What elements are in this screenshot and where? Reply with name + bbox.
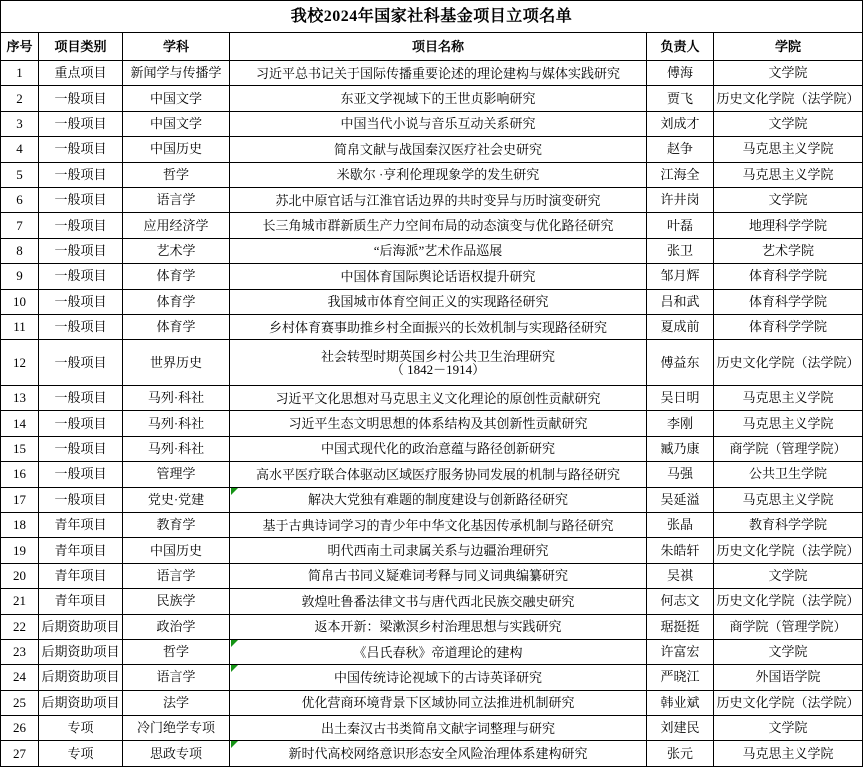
cell-leader: 刘建民	[647, 716, 714, 741]
cell-category: 重点项目	[39, 61, 123, 86]
cell-college: 商学院（管理学院）	[714, 614, 863, 639]
table-row	[1, 386, 863, 411]
title-row	[1, 1, 863, 33]
table-row	[1, 111, 863, 136]
cell-category: 后期资助项目	[39, 639, 123, 664]
table-row	[1, 462, 863, 487]
cell-category: 一般项目	[39, 411, 123, 436]
cell-row-number: 27	[1, 741, 39, 767]
cell-category: 一般项目	[39, 289, 123, 314]
cell-row-number: 6	[1, 187, 39, 212]
cell-category: 专项	[39, 716, 123, 741]
table-row	[1, 614, 863, 639]
project-title-text: 简帛古书同义疑难词考释与同义词典编纂研究	[307, 568, 568, 584]
cell-leader: 许富宏	[647, 639, 714, 664]
cell-discipline: 马列·科社	[123, 411, 230, 436]
table-row	[1, 86, 863, 111]
table-row	[1, 187, 863, 212]
table-row	[1, 264, 863, 289]
cell-leader: 朱皓轩	[647, 538, 714, 563]
cell-project-title	[230, 487, 647, 512]
cell-project-title	[230, 690, 647, 715]
cell-category: 一般项目	[39, 340, 123, 386]
cell-leader: 江海全	[647, 162, 714, 187]
cell-project-title	[230, 589, 647, 614]
table-row	[1, 487, 863, 512]
cell-category: 一般项目	[39, 487, 123, 512]
cell-project-title	[230, 86, 647, 111]
cell-row-number: 10	[1, 289, 39, 314]
cell-row-number: 23	[1, 639, 39, 664]
cell-row-number: 17	[1, 487, 39, 512]
cell-project-title	[230, 436, 647, 461]
cell-project-title	[230, 639, 647, 664]
cell-leader: 邹月辉	[647, 264, 714, 289]
cell-discipline: 马列·科社	[123, 436, 230, 461]
cell-college: 公共卫生学院	[714, 462, 863, 487]
cell-project-title	[230, 238, 647, 263]
cell-category: 一般项目	[39, 162, 123, 187]
cell-leader: 吴日明	[647, 386, 714, 411]
project-title-text: 新时代高校网络意识形态安全风险治理体系建构研究	[288, 746, 588, 762]
project-title-text: 《吕氏春秋》帝道理论的建构	[353, 644, 523, 660]
project-title-text: 习近平生态文明思想的体系结构及其创新性贡献研究	[288, 416, 588, 432]
table-row	[1, 162, 863, 187]
table-row	[1, 639, 863, 664]
table-row	[1, 213, 863, 238]
cell-category: 一般项目	[39, 187, 123, 212]
cell-category: 后期资助项目	[39, 665, 123, 690]
cell-project-title	[230, 213, 647, 238]
cell-leader: 马强	[647, 462, 714, 487]
header-no: 序号	[1, 33, 39, 61]
cell-category: 青年项目	[39, 563, 123, 588]
project-title-text: 社会转型时期英国乡村公共卫生治理研究	[320, 348, 555, 364]
cell-leader: 夏成前	[647, 314, 714, 339]
project-title-text: 中国传统诗论视域下的古诗英译研究	[333, 669, 542, 685]
table-row	[1, 436, 863, 461]
cell-college: 马克思主义学院	[714, 386, 863, 411]
cell-college: 文学院	[714, 563, 863, 588]
cell-discipline: 世界历史	[123, 340, 230, 386]
cell-discipline: 体育学	[123, 314, 230, 339]
cell-college: 地理科学学院	[714, 213, 863, 238]
cell-project-title	[230, 289, 647, 314]
table-row	[1, 538, 863, 563]
cell-leader: 琚挺挺	[647, 614, 714, 639]
cell-leader: 张元	[647, 741, 714, 767]
cell-category: 一般项目	[39, 264, 123, 289]
cell-college: 文学院	[714, 716, 863, 741]
cell-row-number: 16	[1, 462, 39, 487]
cell-college: 外国语学院	[714, 665, 863, 690]
cell-discipline: 政治学	[123, 614, 230, 639]
header-discipline: 学科	[123, 33, 230, 61]
cell-project-title	[230, 716, 647, 741]
cell-discipline: 思政专项	[123, 741, 230, 767]
cell-project-title	[230, 386, 647, 411]
table-row	[1, 563, 863, 588]
table-row	[1, 665, 863, 690]
cell-leader: 臧乃康	[647, 436, 714, 461]
cell-leader: 张晶	[647, 512, 714, 537]
header-row	[1, 33, 863, 61]
cell-discipline: 中国历史	[123, 538, 230, 563]
table-row	[1, 314, 863, 339]
cell-college: 马克思主义学院	[714, 162, 863, 187]
cell-project-title	[230, 137, 647, 162]
project-title-text: 习近平文化思想对马克思主义文化理论的原创性贡献研究	[275, 390, 601, 406]
cell-discipline: 语言学	[123, 665, 230, 690]
cell-leader: 傅海	[647, 61, 714, 86]
page-title: 我校2024年国家社科基金项目立项名单	[1, 1, 863, 33]
cell-project-title	[230, 111, 647, 136]
cell-row-number: 8	[1, 238, 39, 263]
cell-project-title	[230, 340, 647, 386]
table-body	[1, 1, 863, 767]
header-college: 学院	[714, 33, 863, 61]
table-row	[1, 512, 863, 537]
cell-discipline: 哲学	[123, 639, 230, 664]
project-title-text: 中国式现代化的政治意蕴与路径创新研究	[320, 441, 555, 457]
cell-category: 一般项目	[39, 386, 123, 411]
cell-row-number: 11	[1, 314, 39, 339]
table-row	[1, 716, 863, 741]
cell-row-number: 14	[1, 411, 39, 436]
project-title-text: 解决大党独有难题的制度建设与创新路径研究	[307, 492, 568, 508]
table-row	[1, 238, 863, 263]
cell-project-title	[230, 512, 647, 537]
project-title-text: 苏北中原官话与江淮官话边界的共时变异与历时演变研究	[275, 192, 601, 208]
cell-category: 后期资助项目	[39, 690, 123, 715]
cell-row-number: 1	[1, 61, 39, 86]
cell-discipline: 马列·科社	[123, 386, 230, 411]
cell-leader: 许井岗	[647, 187, 714, 212]
project-title-text: 乡村体育赛事助推乡村全面振兴的长效机制与实现路径研究	[268, 319, 607, 335]
cell-category: 青年项目	[39, 538, 123, 563]
project-title-text: 简帛文献与战国秦汉医疗社会史研究	[333, 141, 542, 157]
cell-leader: 贾飞	[647, 86, 714, 111]
cell-college: 艺术学院	[714, 238, 863, 263]
cell-row-number: 7	[1, 213, 39, 238]
cell-leader: 叶磊	[647, 213, 714, 238]
cell-leader: 吴祺	[647, 563, 714, 588]
project-title-text: 长三角城市群新质生产力空间布局的动态演变与优化路径研究	[262, 218, 614, 234]
table-row	[1, 589, 863, 614]
project-title-text: 习近平总书记关于国际传播重要论述的理论建构与媒体实践研究	[255, 65, 620, 81]
cell-row-number: 9	[1, 264, 39, 289]
cell-row-number: 4	[1, 137, 39, 162]
cell-college: 文学院	[714, 111, 863, 136]
header-category: 项目类别	[39, 33, 123, 61]
cell-category: 一般项目	[39, 213, 123, 238]
cell-row-number: 26	[1, 716, 39, 741]
cell-project-title	[230, 538, 647, 563]
cell-college: 体育科学学院	[714, 289, 863, 314]
cell-category: 一般项目	[39, 86, 123, 111]
cell-leader: 韩业斌	[647, 690, 714, 715]
cell-row-number: 20	[1, 563, 39, 588]
cell-category: 一般项目	[39, 314, 123, 339]
project-title-text: 基于古典诗词学习的青少年中华文化基因传承机制与路径研究	[262, 517, 614, 533]
cell-college: 文学院	[714, 61, 863, 86]
cell-college: 文学院	[714, 639, 863, 664]
comment-marker-icon	[231, 640, 238, 647]
cell-discipline: 艺术学	[123, 238, 230, 263]
table-row	[1, 741, 863, 767]
cell-college: 历史文化学院（法学院）	[714, 589, 863, 614]
cell-project-title	[230, 61, 647, 86]
project-title-text: 返本开新：梁漱溟乡村治理思想与实践研究	[314, 619, 562, 635]
table-row	[1, 411, 863, 436]
cell-college: 历史文化学院（法学院）	[714, 86, 863, 111]
cell-leader: 李刚	[647, 411, 714, 436]
cell-leader: 严晓江	[647, 665, 714, 690]
cell-project-title	[230, 314, 647, 339]
cell-category: 青年项目	[39, 589, 123, 614]
cell-leader: 吴延溢	[647, 487, 714, 512]
cell-project-title	[230, 411, 647, 436]
cell-discipline: 党史·党建	[123, 487, 230, 512]
table-row	[1, 61, 863, 86]
project-title-text: 中国体育国际舆论话语权提升研究	[340, 268, 536, 284]
cell-row-number: 3	[1, 111, 39, 136]
cell-project-title	[230, 665, 647, 690]
cell-college: 历史文化学院（法学院）	[714, 690, 863, 715]
cell-college: 历史文化学院（法学院）	[714, 538, 863, 563]
project-title-text: 敦煌吐鲁番法律文书与唐代西北民族交融史研究	[301, 593, 575, 609]
cell-college: 马克思主义学院	[714, 741, 863, 767]
cell-discipline: 语言学	[123, 563, 230, 588]
cell-category: 专项	[39, 741, 123, 767]
table-row	[1, 137, 863, 162]
cell-discipline: 中国文学	[123, 86, 230, 111]
cell-discipline: 应用经济学	[123, 213, 230, 238]
project-title-text: 出土秦汉古书类简帛文献字词整理与研究	[320, 720, 555, 736]
cell-college: 马克思主义学院	[714, 411, 863, 436]
header-title: 项目名称	[230, 33, 647, 61]
table-row	[1, 289, 863, 314]
cell-row-number: 12	[1, 340, 39, 386]
cell-row-number: 15	[1, 436, 39, 461]
cell-category: 后期资助项目	[39, 614, 123, 639]
cell-leader: 傅益东	[647, 340, 714, 386]
cell-college: 教育科学学院	[714, 512, 863, 537]
cell-discipline: 法学	[123, 690, 230, 715]
cell-project-title	[230, 462, 647, 487]
project-title-text: “后海派”艺术作品巡展	[373, 243, 503, 259]
cell-college: 历史文化学院（法学院）	[714, 340, 863, 386]
cell-project-title	[230, 187, 647, 212]
header-leader: 负责人	[647, 33, 714, 61]
cell-college: 商学院（管理学院）	[714, 436, 863, 461]
cell-row-number: 24	[1, 665, 39, 690]
cell-category: 一般项目	[39, 436, 123, 461]
cell-discipline: 中国文学	[123, 111, 230, 136]
cell-discipline: 语言学	[123, 187, 230, 212]
cell-category: 一般项目	[39, 238, 123, 263]
cell-category: 青年项目	[39, 512, 123, 537]
cell-discipline: 哲学	[123, 162, 230, 187]
comment-marker-icon	[231, 741, 238, 748]
cell-project-title	[230, 162, 647, 187]
cell-discipline: 民族学	[123, 589, 230, 614]
project-title-text: 高水平医疗联合体驱动区域医疗服务协同发展的机制与路径研究	[255, 466, 620, 482]
cell-row-number: 18	[1, 512, 39, 537]
cell-project-title	[230, 614, 647, 639]
table-row	[1, 690, 863, 715]
project-title-text: 明代西南土司隶属关系与边疆治理研究	[327, 543, 549, 559]
cell-row-number: 19	[1, 538, 39, 563]
cell-college: 马克思主义学院	[714, 137, 863, 162]
cell-discipline: 教育学	[123, 512, 230, 537]
cell-discipline: 体育学	[123, 264, 230, 289]
table-row	[1, 340, 863, 386]
cell-row-number: 25	[1, 690, 39, 715]
project-title-text: 米歇尔 ·亨利伦理现象学的发生研究	[336, 167, 540, 183]
cell-leader: 刘成才	[647, 111, 714, 136]
cell-discipline: 中国历史	[123, 137, 230, 162]
project-title-text: 中国当代小说与音乐互动关系研究	[340, 116, 536, 132]
project-title-text: 优化营商环境背景下区域协同立法推进机制研究	[301, 695, 575, 711]
cell-college: 体育科学学院	[714, 264, 863, 289]
cell-leader: 何志文	[647, 589, 714, 614]
cell-row-number: 13	[1, 386, 39, 411]
comment-marker-icon	[231, 488, 238, 495]
cell-project-title	[230, 563, 647, 588]
project-title-text: 我国城市体育空间正义的实现路径研究	[327, 294, 549, 310]
project-title-text: 东亚文学视域下的王世贞影响研究	[340, 91, 536, 107]
cell-discipline: 新闻学与传播学	[123, 61, 230, 86]
cell-college: 马克思主义学院	[714, 487, 863, 512]
cell-row-number: 5	[1, 162, 39, 187]
cell-project-title	[230, 741, 647, 767]
cell-category: 一般项目	[39, 462, 123, 487]
cell-project-title	[230, 264, 647, 289]
cell-leader: 赵争	[647, 137, 714, 162]
cell-row-number: 21	[1, 589, 39, 614]
cell-row-number: 2	[1, 86, 39, 111]
cell-category: 一般项目	[39, 111, 123, 136]
cell-category: 一般项目	[39, 137, 123, 162]
cell-discipline: 冷门绝学专项	[123, 716, 230, 741]
cell-row-number: 22	[1, 614, 39, 639]
project-title-line2: （ 1842－1914）	[390, 361, 486, 377]
cell-discipline: 体育学	[123, 289, 230, 314]
comment-marker-icon	[231, 665, 238, 672]
cell-discipline: 管理学	[123, 462, 230, 487]
cell-leader: 张卫	[647, 238, 714, 263]
cell-leader: 吕和武	[647, 289, 714, 314]
cell-college: 文学院	[714, 187, 863, 212]
cell-college: 体育科学学院	[714, 314, 863, 339]
